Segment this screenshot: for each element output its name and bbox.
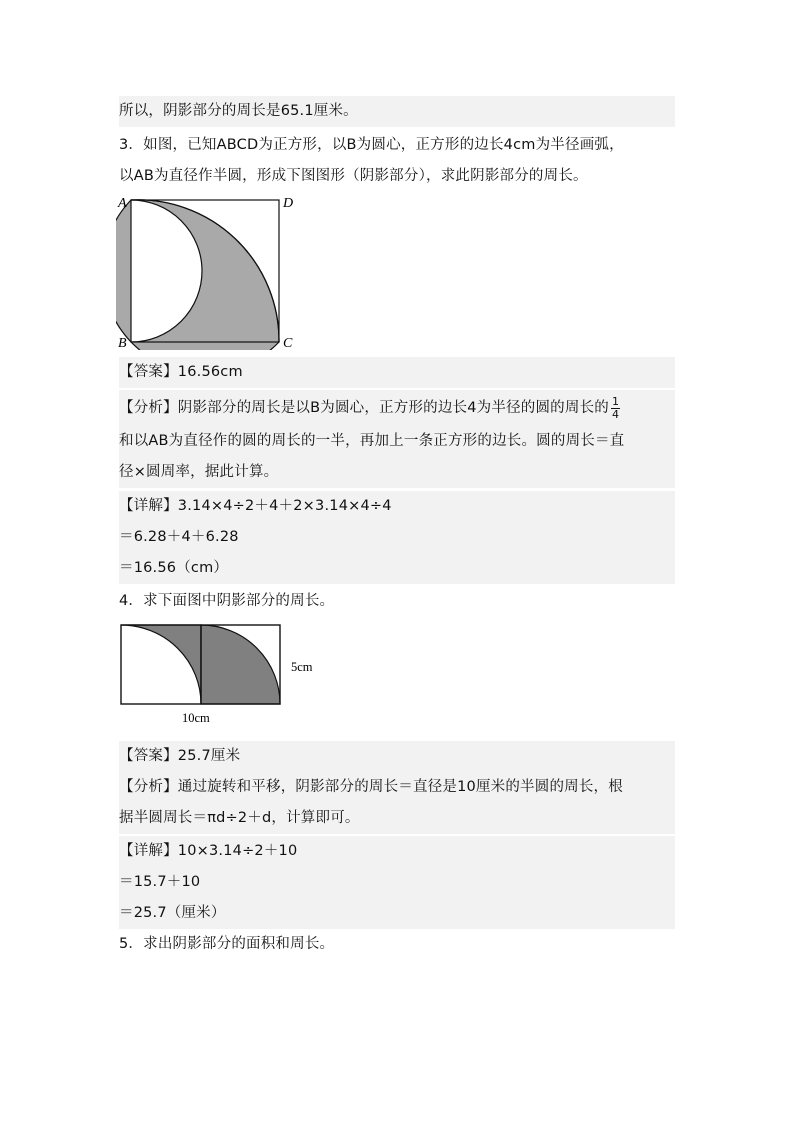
detail-4-line-2: ＝15.7＋10 [119, 867, 675, 898]
analysis-3-line-2: 和以AB为直径作的圆的周长的一半，再加上一条正方形的边长。圆的周长＝直 [119, 426, 675, 457]
figure-rectangle-quarters [116, 620, 326, 728]
detail-4-line-1: 【详解】10×3.14÷2＋10 [119, 836, 675, 867]
label-height: 5cm [291, 660, 313, 674]
question-3-line-2: 以AB为直径作半圆，形成下图图形（阴影部分），求此阴影部分的周长。 [119, 168, 588, 184]
label-d: D [283, 196, 294, 211]
label-width: 10cm [182, 711, 210, 725]
shaded-region-right [201, 625, 280, 704]
detail-3-line-3: ＝16.56（cm） [119, 553, 675, 584]
analysis-3-text: 【分析】阴影部分的周长是以B为圆心，正方形的边长4为半径的圆的周长的 [119, 400, 609, 416]
analysis-4-line-1: 【分析】通过旋转和平移，阴影部分的周长＝直径是10厘米的半圆的周长，根 [119, 772, 675, 803]
text-line: 所以，阴影部分的周长是65.1厘米。 [119, 96, 675, 127]
fraction-denominator: 4 [611, 407, 620, 421]
detail-3-line-1: 【详解】3.14×4÷2＋4＋2×3.14×4÷4 [119, 491, 675, 522]
fraction-numerator: 1 [611, 394, 620, 408]
detail-3-line-2: ＝6.28＋4＋6.28 [119, 522, 675, 553]
shaded-region-left [121, 625, 201, 704]
answer-4: 【答案】25.7厘米 [119, 741, 675, 772]
detail-4-line-3: ＝25.7（厘米） [119, 898, 675, 929]
question-3-line-1: 3．如图，已知ABCD为正方形，以B为圆心，正方形的边长4cm为半径画弧， [119, 137, 624, 153]
figure-square-arcs [116, 193, 306, 350]
question-4: 4．求下面图中阴影部分的周长。 [119, 593, 335, 609]
fraction-one-quarter [611, 396, 620, 421]
analysis-3-line-3: 径×圆周率，据此计算。 [119, 457, 675, 488]
question-5: 5．求出阴影部分的面积和周长。 [119, 936, 335, 952]
label-b: B [118, 336, 127, 350]
label-a: A [118, 196, 127, 211]
label-c: C [283, 336, 293, 350]
analysis-3-line-1 [119, 390, 675, 426]
answer-3: 【答案】16.56cm [119, 357, 675, 388]
analysis-4-line-2: 据半圆周长＝πd÷2＋d，计算即可。 [119, 803, 675, 834]
